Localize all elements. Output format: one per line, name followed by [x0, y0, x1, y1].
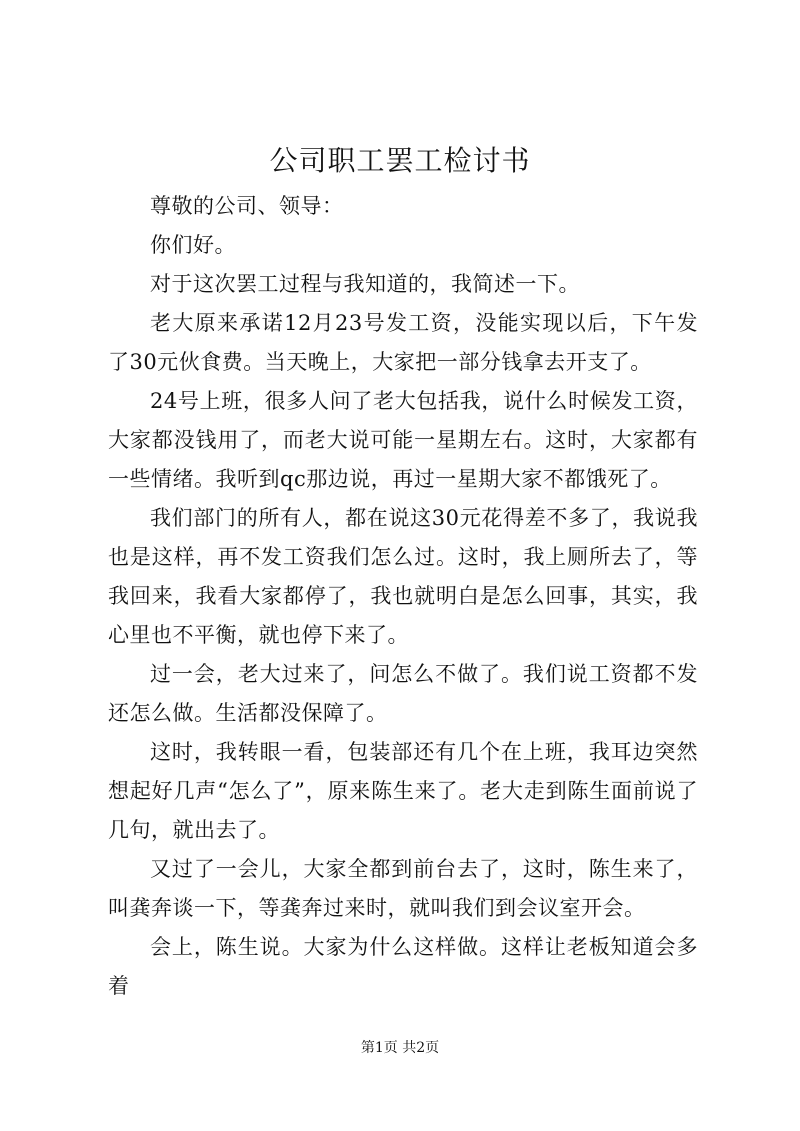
document-title: 公司职工罢工检讨书: [269, 144, 531, 177]
paragraph: 老大原来承诺12月23号发工资，没能实现以后，下午发了30元伙食费。当天晚上，大家把一部分钱拿去开支了。: [108, 311, 698, 374]
paragraph: 这时，我转眼一看，包装部还有几个在上班，我耳边突然想起好几声“怎么了”，原来陈生来了。老大走到陈生面前说了几句，就出去了。: [108, 740, 698, 842]
paragraph: 会上，陈生说。大家为什么这样做。这样让老板知道会多着: [108, 935, 698, 998]
page-number-footer: 第1页 共2页: [360, 1040, 440, 1056]
paragraph-salutation: 尊敬的公司、领导：: [150, 194, 344, 218]
paragraph: 24号上班，很多人问了老大包括我，说什么时候发工资，大家都没钱用了，而老大说可能一星期左右。这时，大家都有一些情绪。我听到qc那边说，再过一星期大家不都饿死了。: [108, 389, 698, 491]
paragraph: 又过了一会儿，大家全都到前台去了，这时，陈生来了，叫龚奔谈一下，等龚奔过来时，就叫我们到会议室开会。: [108, 857, 698, 920]
paragraph: 过一会，老大过来了，问怎么不做了。我们说工资都不发还怎么做。生活都没保障了。: [108, 662, 698, 725]
paragraph: 我们部门的所有人，都在说这30元花得差不多了，我说我也是这样，再不发工资我们怎么过。这时，我上厕所去了，等我回来，我看大家都停了，我也就明白是怎么回事，其实，我心里也不平衡，就也停下来了。: [108, 506, 698, 647]
paragraph: 对于这次罢工过程与我知道的，我简述一下。: [150, 272, 580, 296]
paragraph-greeting: 你们好。: [150, 233, 236, 257]
document-body: [108, 187, 698, 1006]
